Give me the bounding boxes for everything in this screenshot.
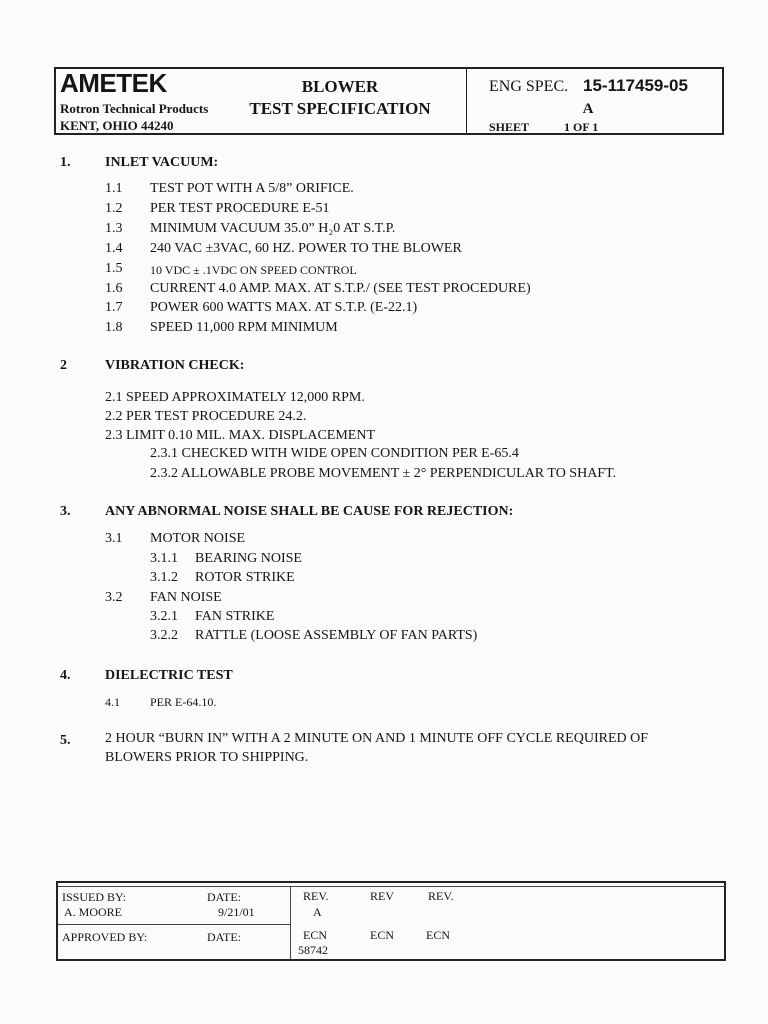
approved-date-label: DATE: [207,930,241,944]
rev-label: REV [370,889,394,903]
eng-spec-number: 15-117459-05 [583,76,688,95]
item-number: 3.1 [105,531,123,546]
item-text: BEARING NOISE [195,551,302,566]
item-text: FAN STRIKE [195,609,275,624]
item-text: 10 VDC ± .1VDC ON SPEED CONTROL [150,263,357,277]
item-text: MOTOR NOISE [150,531,246,546]
item-text: MINIMUM VACUUM 35.0” H₂0 AT S.T.P. [150,221,396,236]
item-number: 1.3 [105,221,123,236]
rev-label: REV. [428,889,454,903]
sheet-value: 1 OF 1 [564,120,599,134]
ecn-value: 58742 [298,943,328,957]
item-number: 1.2 [105,201,123,216]
item-number: 1.8 [105,320,123,335]
paragraph-line: BLOWERS PRIOR TO SHIPPING. [105,750,309,765]
item-number: 1.5 [105,261,123,276]
title-line2: TEST SPECIFICATION [249,99,431,118]
section-number: 1. [60,155,71,170]
item-text: ROTOR STRIKE [195,570,295,585]
item-text: 2.3.1 CHECKED WITH WIDE OPEN CONDITION PER E-65.4 [150,446,519,461]
item-text: 2.2 PER TEST PROCEDURE 24.2. [105,409,307,424]
section-number: 3. [60,504,71,519]
item-text: SPEED 11,000 RPM MINIMUM [150,320,338,335]
item-text: RATTLE (LOOSE ASSEMBLY OF FAN PARTS) [195,628,478,643]
issued-by-label: ISSUED BY: [62,890,126,904]
ecn-label: ECN [370,928,394,942]
section-title: ANY ABNORMAL NOISE SHALL BE CAUSE FOR REJECTION: [105,504,514,519]
item-number: 3.1.2 [150,570,178,585]
rev-label: REV. [303,889,329,903]
section-number: 5. [60,733,71,748]
approved-by-label: APPROVED BY: [62,930,148,944]
item-text: 2.1 SPEED APPROXIMATELY 12,000 RPM. [105,390,365,405]
item-number: 1.1 [105,181,123,196]
item-text: 2.3.2 ALLOWABLE PROBE MOVEMENT ± 2° PERPENDICULAR TO SHAFT. [150,466,617,481]
section-title: INLET VACUUM: [105,155,219,170]
company-name: Rotron Technical Products [60,101,209,116]
company-logo: AMETEK [60,68,167,98]
item-text: FAN NOISE [150,590,222,605]
section-number: 2 [60,358,67,373]
item-number: 3.2.1 [150,609,178,624]
item-number: 4.1 [105,695,120,709]
footer-inner-rule [58,886,724,887]
header-divider [466,67,467,135]
section-number: 4. [60,668,71,683]
item-number: 1.7 [105,300,123,315]
item-text: POWER 600 WATTS MAX. AT S.T.P. (E-22.1) [150,300,418,315]
item-number: 3.1.1 [150,551,178,566]
ecn-label: ECN [426,928,450,942]
item-number: 3.2.2 [150,628,178,643]
eng-spec-label: ENG SPEC. [489,78,569,95]
rev-value: A [313,905,322,919]
issued-date-value: 9/21/01 [218,905,255,919]
paragraph-line: 2 HOUR “BURN IN” WITH A 2 MINUTE ON AND 1 MINUTE OFF CYCLE REQUIRED OF [105,731,649,746]
item-number: 1.6 [105,281,123,296]
item-text: CURRENT 4.0 AMP. MAX. AT S.T.P./ (SEE TEST PROCEDURE) [150,281,531,296]
section-title: VIBRATION CHECK: [105,358,245,373]
footer-row-divider [58,924,290,925]
item-text: TEST POT WITH A 5/8” ORIFICE. [150,181,354,196]
issued-by-value: A. MOORE [64,905,123,919]
revision-letter: A [582,101,594,117]
section-title: DIELECTRIC TEST [105,668,233,683]
ecn-label: ECN [303,928,327,942]
title-line1: BLOWER [301,77,379,96]
item-number: 3.2 [105,590,123,605]
item-text: PER TEST PROCEDURE E-51 [150,201,330,216]
item-number: 1.4 [105,241,123,256]
issued-date-label: DATE: [207,890,241,904]
sheet-label: SHEET [489,120,530,134]
item-text: PER E-64.10. [150,695,217,709]
item-text: 2.3 LIMIT 0.10 MIL. MAX. DISPLACEMENT [105,428,376,443]
company-location: KENT, OHIO 44240 [60,118,174,133]
item-text: 240 VAC ±3VAC, 60 HZ. POWER TO THE BLOWER [150,241,462,256]
footer-column-divider [290,886,291,959]
